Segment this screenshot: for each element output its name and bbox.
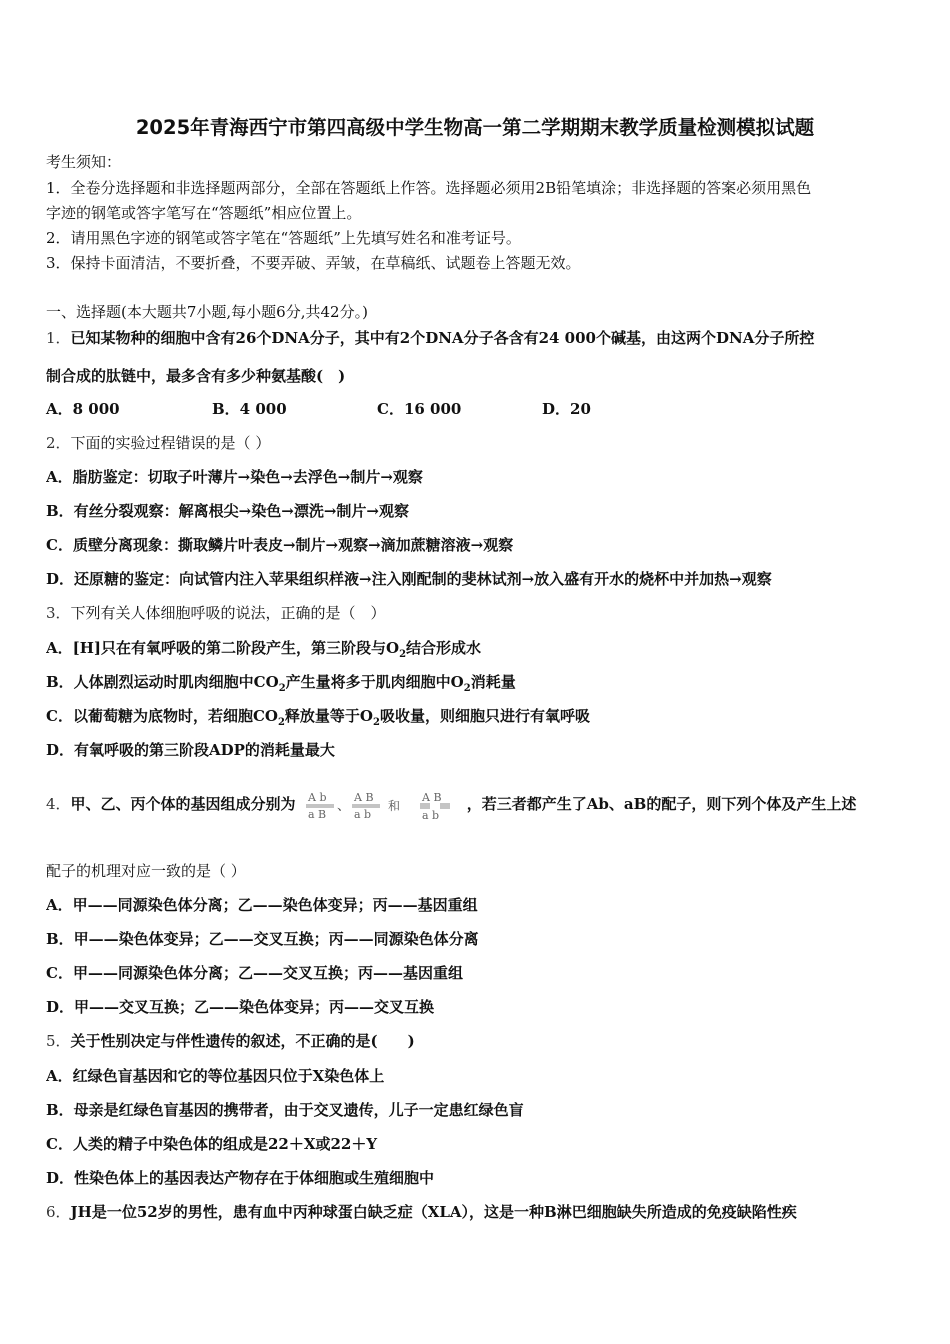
question-number: 3． bbox=[46, 604, 71, 622]
question-5-text: 关于性别决定与伴性遗传的叙述，不正确的是( ) bbox=[70, 1032, 415, 1050]
question-1-stem: 已知某物种的细胞中含有26个DNA分子，其中有2个DNA分子各含有24 000个碱基，由这两个DNA分子所控 bbox=[70, 329, 815, 347]
genotype-1-bottom: a B bbox=[307, 808, 326, 821]
question-number: 6． bbox=[46, 1203, 71, 1221]
question-3-option-a bbox=[46, 638, 910, 665]
option-a: A．8 000 bbox=[46, 400, 120, 418]
question-6-text: JH是一位52岁的男性，患有血中丙种球蛋白缺乏症（XLA），这是一种B淋巴细胞缺失所造成的免疫缺陷性疾 bbox=[70, 1203, 797, 1221]
page-title: 2025年青海西宁市第四高级中学生物高一第二学期期末教学质量检测模拟试题 bbox=[135, 116, 815, 139]
question-1-line-2: 制合成的肽链中，最多含有多少种氨基酸( ) bbox=[46, 367, 346, 385]
option-c: C．16 000 bbox=[377, 400, 462, 418]
option-b: B．4 000 bbox=[212, 400, 287, 418]
question-2-option-b: B．有丝分裂观察：解离根尖→染色→漂洗→制片→观察 bbox=[46, 502, 409, 520]
question-3-text: 下列有关人体细胞呼吸的说法，正确的是（ ） bbox=[70, 604, 386, 622]
question-5-option-d: D．性染色体上的基因表达产物存在于体细胞或生殖细胞中 bbox=[46, 1169, 435, 1187]
subscript: 2 bbox=[399, 649, 407, 660]
option-text: 吸收量，则细胞只进行有氧呼吸 bbox=[379, 707, 590, 725]
question-5-stem bbox=[46, 1031, 910, 1051]
question-2-text: 下面的实验过程错误的是（ ） bbox=[70, 434, 271, 452]
question-4-option-c: C．甲——同源染色体分离；乙——交叉互换；丙——基因重组 bbox=[46, 964, 463, 982]
option-text: B．人体剧烈运动时肌肉细胞中CO bbox=[46, 673, 279, 691]
option-text: 产生量将多于肌肉细胞中O bbox=[285, 673, 464, 691]
question-4-text-cont: ，若三者都产生了Ab、aB的配子，则下列个体及产生上述 bbox=[466, 795, 857, 813]
question-4-option-d: D．甲——交叉互换；乙——染色体变异；丙——交叉互换 bbox=[46, 998, 435, 1016]
question-number: 1． bbox=[46, 329, 71, 347]
question-5-option-a: A．红绿色盲基因和它的等位基因只位于X染色体上 bbox=[46, 1067, 385, 1085]
genotype-2-top: A B bbox=[353, 791, 374, 804]
question-4-line-1 bbox=[46, 786, 910, 822]
genotype-3-bottom: a b bbox=[421, 809, 439, 822]
separator: 、 bbox=[336, 799, 350, 814]
genotype-2-bottom: a b bbox=[353, 808, 371, 821]
question-2-option-c: C．质壁分离现象：撕取鳞片叶表皮→制片→观察→滴加蔗糖溶液→观察 bbox=[46, 536, 514, 554]
question-5-option-c: C．人类的精子中染色体的组成是22＋X或22＋Y bbox=[46, 1135, 378, 1153]
option-text: 释放量等于O bbox=[284, 707, 373, 725]
question-5-option-b: B．母亲是红绿色盲基因的携带者，由于交叉遗传，儿子一定患红绿色盲 bbox=[46, 1101, 524, 1119]
notice-item-3: 3．保持卡面清洁，不要折叠，不要弄破、弄皱，在草稿纸、试题卷上答题无效。 bbox=[46, 254, 581, 272]
genotype-1-top: A b bbox=[307, 791, 327, 804]
question-4-text: 甲、乙、丙个体的基因组成分别为 bbox=[70, 795, 296, 813]
question-3-stem bbox=[46, 603, 910, 623]
question-4-line-2: 配子的机理对应一致的是（ ） bbox=[46, 862, 246, 880]
notice-item-1: 1．全卷分选择题和非选择题两部分，全部在答题纸上作答。选择题必须用2B铅笔填涂；非选择题的答案必须用黑色 bbox=[46, 179, 812, 197]
question-3-option-d: D．有氧呼吸的第三阶段ADP的消耗量最大 bbox=[46, 741, 335, 759]
question-2-stem bbox=[46, 433, 910, 453]
question-1-line-1 bbox=[46, 328, 910, 348]
question-number: 5． bbox=[46, 1032, 71, 1050]
subscript: 2 bbox=[463, 683, 471, 694]
question-2-option-d: D．还原糖的鉴定：向试管内注入苹果组织样液→注入刚配制的斐林试剂→放入盛有开水的烧杯中并加热→观察 bbox=[46, 570, 772, 588]
subscript: 2 bbox=[278, 683, 286, 694]
option-text: 结合形成水 bbox=[406, 639, 482, 657]
subscript: 2 bbox=[373, 717, 380, 728]
option-text: C．以葡萄糖为底物时，若细胞CO bbox=[46, 707, 278, 725]
question-6-stem bbox=[46, 1202, 910, 1222]
notice-heading: 考生须知： bbox=[46, 153, 122, 171]
section-heading: 一、选择题(本大题共7小题,每小题6分,共42分。) bbox=[46, 303, 368, 321]
genotype-3-top: A B bbox=[421, 791, 442, 804]
question-number: 2． bbox=[46, 434, 71, 452]
question-3-option-b bbox=[46, 672, 910, 699]
subscript: 2 bbox=[277, 717, 285, 728]
option-text: A．[H]只在有氧呼吸的第二阶段产生，第三阶段与O bbox=[46, 639, 400, 657]
question-4-option-a: A．甲——同源染色体分离；乙——染色体变异；丙——基因重组 bbox=[46, 896, 478, 914]
question-2-option-a: A．脂肪鉴定：切取子叶薄片→染色→去浮色→制片→观察 bbox=[46, 468, 423, 486]
question-3-option-c bbox=[46, 706, 910, 733]
and-label: 和 bbox=[387, 799, 400, 813]
question-number: 4． bbox=[46, 795, 71, 813]
option-text: 消耗量 bbox=[470, 673, 516, 691]
notice-item-1-cont: 字迹的钢笔或答字笔写在“答题纸”相应位置上。 bbox=[46, 204, 362, 222]
notice-item-2: 2．请用黑色字迹的钢笔或答字笔在“答题纸”上先填写姓名和准考证号。 bbox=[46, 229, 521, 247]
question-4-option-b: B．甲——染色体变异；乙——交叉互换；丙——同源染色体分离 bbox=[46, 930, 479, 948]
genotype-diagram bbox=[304, 788, 464, 822]
option-d: D．20 bbox=[542, 400, 591, 418]
